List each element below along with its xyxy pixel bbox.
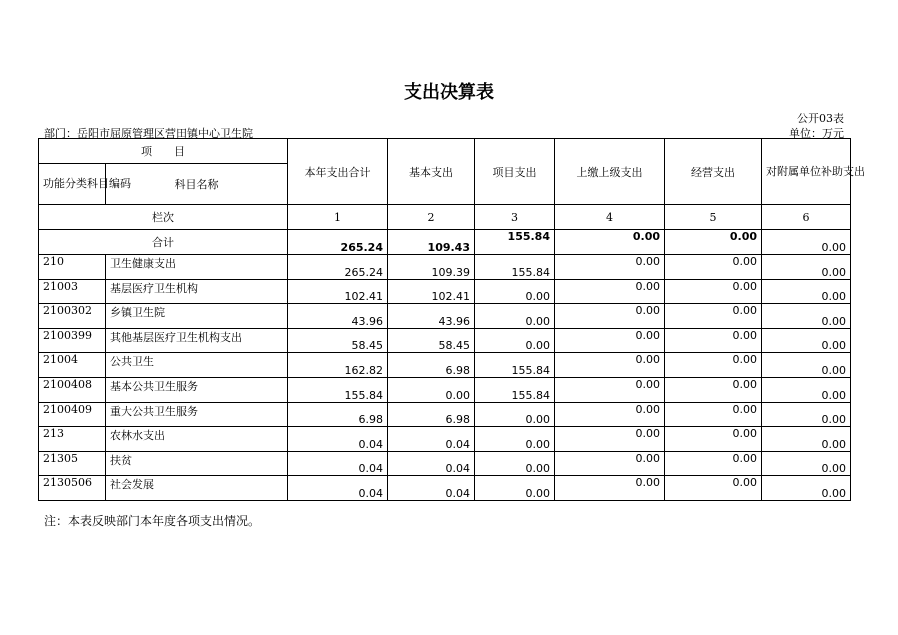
row-name: 社会发展 <box>106 476 288 501</box>
table-row <box>39 353 851 378</box>
row-subsidy-cell: 0.00 <box>762 427 851 452</box>
table-note: 注：本表反映部门本年度各项支出情况。 <box>44 514 261 528</box>
row-business-cell: 0.00 <box>665 476 762 501</box>
row-subsidy-cell: 0.00 <box>762 279 851 304</box>
total-label: 合计 <box>39 230 288 255</box>
row-upper-cell: 0.00 <box>555 353 665 378</box>
column-number: 2 <box>388 205 475 230</box>
row-business-cell: 0.00 <box>665 279 762 304</box>
table-row <box>39 402 851 427</box>
row-business-cell: 0.00 <box>665 328 762 353</box>
row-basic-cell: 0.04 <box>388 427 475 452</box>
row-name: 农林水支出 <box>106 427 288 452</box>
table-row <box>39 377 851 402</box>
row-code: 213 <box>39 427 106 452</box>
row-subsidy-cell: 0.00 <box>762 377 851 402</box>
row-upper-cell: 0.00 <box>555 427 665 452</box>
row-upper-cell: 0.00 <box>555 476 665 501</box>
row-business-cell: 0.00 <box>665 255 762 280</box>
row-code: 2100409 <box>39 402 106 427</box>
header-project: 项目支出 <box>475 139 555 205</box>
row-total-cell: 43.96 <box>288 304 388 329</box>
row-business-cell: 0.00 <box>665 304 762 329</box>
row-business-cell: 0.00 <box>665 402 762 427</box>
header-name-col: 科目名称 <box>106 164 288 205</box>
row-project-cell: 0.00 <box>475 427 555 452</box>
row-upper-cell: 0.00 <box>555 328 665 353</box>
form-code: 公开03表 <box>797 112 844 125</box>
total-cell: 109.43 <box>388 230 475 255</box>
row-subsidy-cell: 0.00 <box>762 476 851 501</box>
table-row <box>39 255 851 280</box>
row-project-cell: 155.84 <box>475 353 555 378</box>
row-code: 2130506 <box>39 476 106 501</box>
row-name: 乡镇卫生院 <box>106 304 288 329</box>
total-cell: 0.00 <box>762 230 851 255</box>
table-row <box>39 328 851 353</box>
header-item-group: 项 目 <box>39 139 288 164</box>
row-upper-cell: 0.00 <box>555 377 665 402</box>
row-subsidy-cell: 0.00 <box>762 304 851 329</box>
table-row <box>39 427 851 452</box>
row-total-cell: 162.82 <box>288 353 388 378</box>
row-name: 基层医疗卫生机构 <box>106 279 288 304</box>
department-label: 部门：岳阳市屈原管理区营田镇中心卫生院 <box>44 127 253 140</box>
row-subsidy-cell: 0.00 <box>762 255 851 280</box>
header-total: 本年支出合计 <box>288 139 388 205</box>
row-total-cell: 102.41 <box>288 279 388 304</box>
header-upper: 上缴上级支出 <box>555 139 665 205</box>
row-project-cell: 155.84 <box>475 255 555 280</box>
column-index-label: 栏次 <box>39 205 288 230</box>
table-row <box>39 451 851 476</box>
row-project-cell: 0.00 <box>475 402 555 427</box>
row-name: 公共卫生 <box>106 353 288 378</box>
row-basic-cell: 43.96 <box>388 304 475 329</box>
row-basic-cell: 0.00 <box>388 377 475 402</box>
row-total-cell: 0.04 <box>288 476 388 501</box>
row-name: 扶贫 <box>106 451 288 476</box>
row-basic-cell: 0.04 <box>388 476 475 501</box>
row-basic-cell: 109.39 <box>388 255 475 280</box>
row-upper-cell: 0.00 <box>555 304 665 329</box>
unit-label: 单位：万元 <box>789 127 844 140</box>
row-business-cell: 0.00 <box>665 451 762 476</box>
row-business-cell: 0.00 <box>665 427 762 452</box>
row-code: 2100399 <box>39 328 106 353</box>
row-basic-cell: 102.41 <box>388 279 475 304</box>
row-basic-cell: 58.45 <box>388 328 475 353</box>
total-cell: 0.00 <box>555 230 665 255</box>
row-subsidy-cell: 0.00 <box>762 328 851 353</box>
row-code: 21003 <box>39 279 106 304</box>
table-row <box>39 304 851 329</box>
row-basic-cell: 6.98 <box>388 402 475 427</box>
expenditure-table <box>38 138 865 501</box>
row-project-cell: 0.00 <box>475 304 555 329</box>
row-code: 21305 <box>39 451 106 476</box>
row-name: 基本公共卫生服务 <box>106 377 288 402</box>
row-subsidy-cell: 0.00 <box>762 451 851 476</box>
row-name: 卫生健康支出 <box>106 255 288 280</box>
row-project-cell: 0.00 <box>475 476 555 501</box>
row-business-cell: 0.00 <box>665 353 762 378</box>
row-project-cell: 0.00 <box>475 328 555 353</box>
header-basic: 基本支出 <box>388 139 475 205</box>
total-cell: 265.24 <box>288 230 388 255</box>
header-business: 经营支出 <box>665 139 762 205</box>
header-subsidy: 对附属单位补助支出 <box>762 139 851 205</box>
row-business-cell: 0.00 <box>665 377 762 402</box>
header-code-col: 功能分类科目编码 <box>39 164 106 205</box>
row-name: 其他基层医疗卫生机构支出 <box>106 328 288 353</box>
column-number: 1 <box>288 205 388 230</box>
row-basic-cell: 6.98 <box>388 353 475 378</box>
row-upper-cell: 0.00 <box>555 279 665 304</box>
row-code: 21004 <box>39 353 106 378</box>
row-code: 2100408 <box>39 377 106 402</box>
table-row <box>39 279 851 304</box>
row-total-cell: 155.84 <box>288 377 388 402</box>
total-cell: 155.84 <box>475 230 555 255</box>
column-number: 5 <box>665 205 762 230</box>
total-row <box>39 230 851 255</box>
row-subsidy-cell: 0.00 <box>762 402 851 427</box>
row-code: 2100302 <box>39 304 106 329</box>
column-number: 3 <box>475 205 555 230</box>
row-project-cell: 155.84 <box>475 377 555 402</box>
column-number: 4 <box>555 205 665 230</box>
total-cell: 0.00 <box>665 230 762 255</box>
row-basic-cell: 0.04 <box>388 451 475 476</box>
row-project-cell: 0.00 <box>475 279 555 304</box>
row-upper-cell: 0.00 <box>555 255 665 280</box>
table-row <box>39 476 851 501</box>
row-subsidy-cell: 0.00 <box>762 353 851 378</box>
row-total-cell: 6.98 <box>288 402 388 427</box>
row-total-cell: 0.04 <box>288 451 388 476</box>
row-total-cell: 58.45 <box>288 328 388 353</box>
row-total-cell: 265.24 <box>288 255 388 280</box>
row-project-cell: 0.00 <box>475 451 555 476</box>
row-upper-cell: 0.00 <box>555 451 665 476</box>
row-name: 重大公共卫生服务 <box>106 402 288 427</box>
row-upper-cell: 0.00 <box>555 402 665 427</box>
row-code: 210 <box>39 255 106 280</box>
row-total-cell: 0.04 <box>288 427 388 452</box>
column-number: 6 <box>762 205 851 230</box>
page-title: 支出决算表 <box>404 82 494 103</box>
